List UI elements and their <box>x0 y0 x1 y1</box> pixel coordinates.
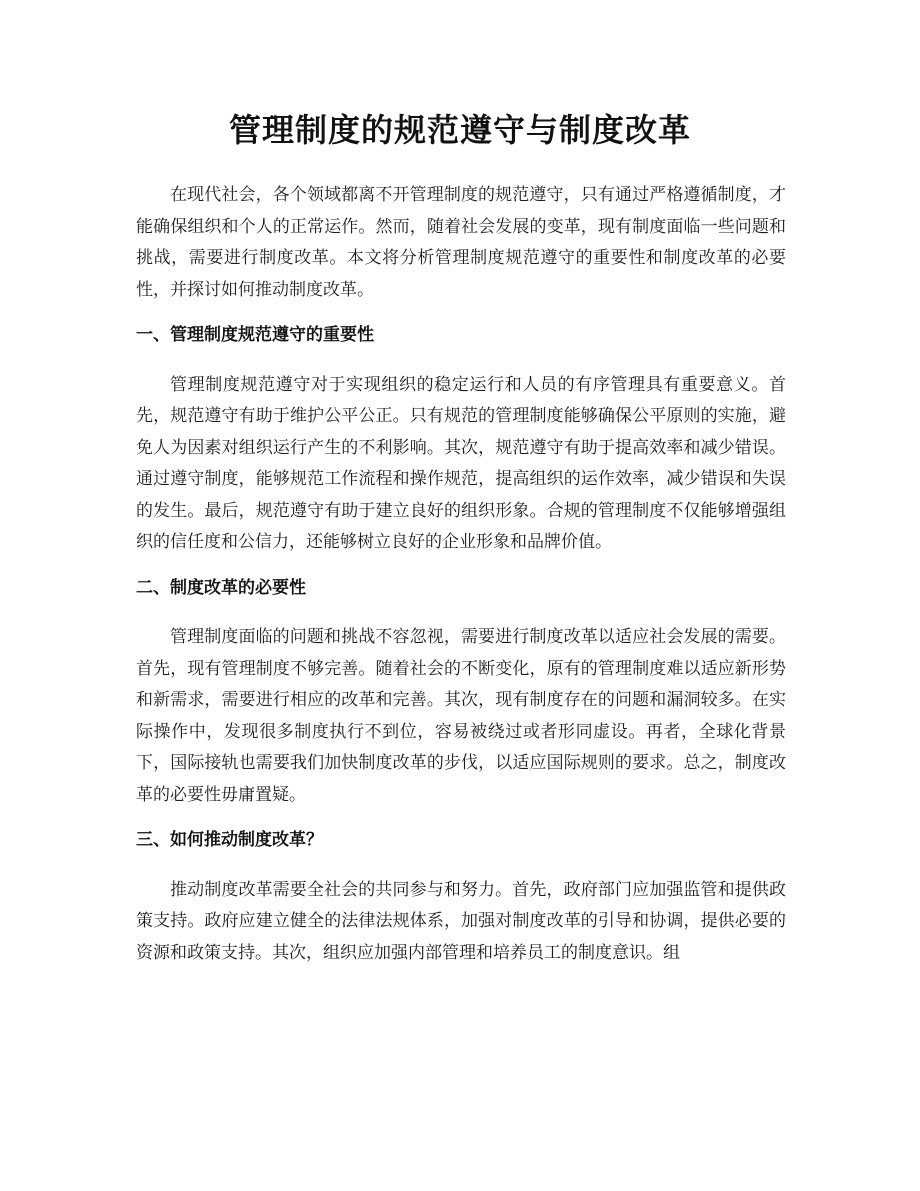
document-title: 管理制度的规范遵守与制度改革 <box>228 111 691 149</box>
intro-paragraph: 在现代社会，各个领域都离不开管理制度的规范遵守，只有通过严格遵循制度，才能确保组织和个人的正常运作。然而，随着社会发展的变革，现有制度面临一些问题和挑战，需要进行制度改革。本文将分析管理制度规范遵守的重要性和制度改革的必要性，并探讨如何推动制度改革。 <box>136 185 786 300</box>
document-body <box>136 180 786 969</box>
section-2-paragraph: 管理制度面临的问题和挑战不容忽视，需要进行制度改革以适应社会发展的需要。首先，现有管理制度不够完善。随着社会的不断变化，原有的管理制度难以适应新形势和新需求，需要进行相应的改革和完善。其次，现有制度存在的问题和漏洞较多。在实际操作中，发现很多制度执行不到位，容易被绕过或者形同虚设。再者，全球化背景下，国际接轨也需要我们加快制度改革的步伐，以适应国际规则的要求。总之，制度改革的必要性毋庸置疑。 <box>136 627 786 805</box>
section-3-heading: 三、如何推动制度改革？ <box>136 830 323 850</box>
section-1-heading: 一、管理制度规范遵守的重要性 <box>136 325 374 345</box>
section-3-paragraph: 推动制度改革需要全社会的共同参与和努力。首先，政府部门应加强监管和提供政策支持。政府应建立健全的法律法规体系，加强对制度改革的引导和协调，提供必要的资源和政策支持。其次，组织应加强内部管理和培养员工的制度意识。组 <box>136 879 786 963</box>
section-1-paragraph: 管理制度规范遵守对于实现组织的稳定运行和人员的有序管理具有重要意义。首先，规范遵守有助于维护公平公正。只有规范的管理制度能够确保公平原则的实施，避免人为因素对组织运行产生的不利影响。其次，规范遵守有助于提高效率和减少错误。通过遵守制度，能够规范工作流程和操作规范，提高组织的运作效率，减少错误和失误的发生。最后，规范遵守有助于建立良好的组织形象。合规的管理制度不仅能够增强组织的信任度和公信力，还能够树立良好的企业形象和品牌价值。 <box>136 374 786 552</box>
section-2-heading: 二、制度改革的必要性 <box>136 577 306 598</box>
